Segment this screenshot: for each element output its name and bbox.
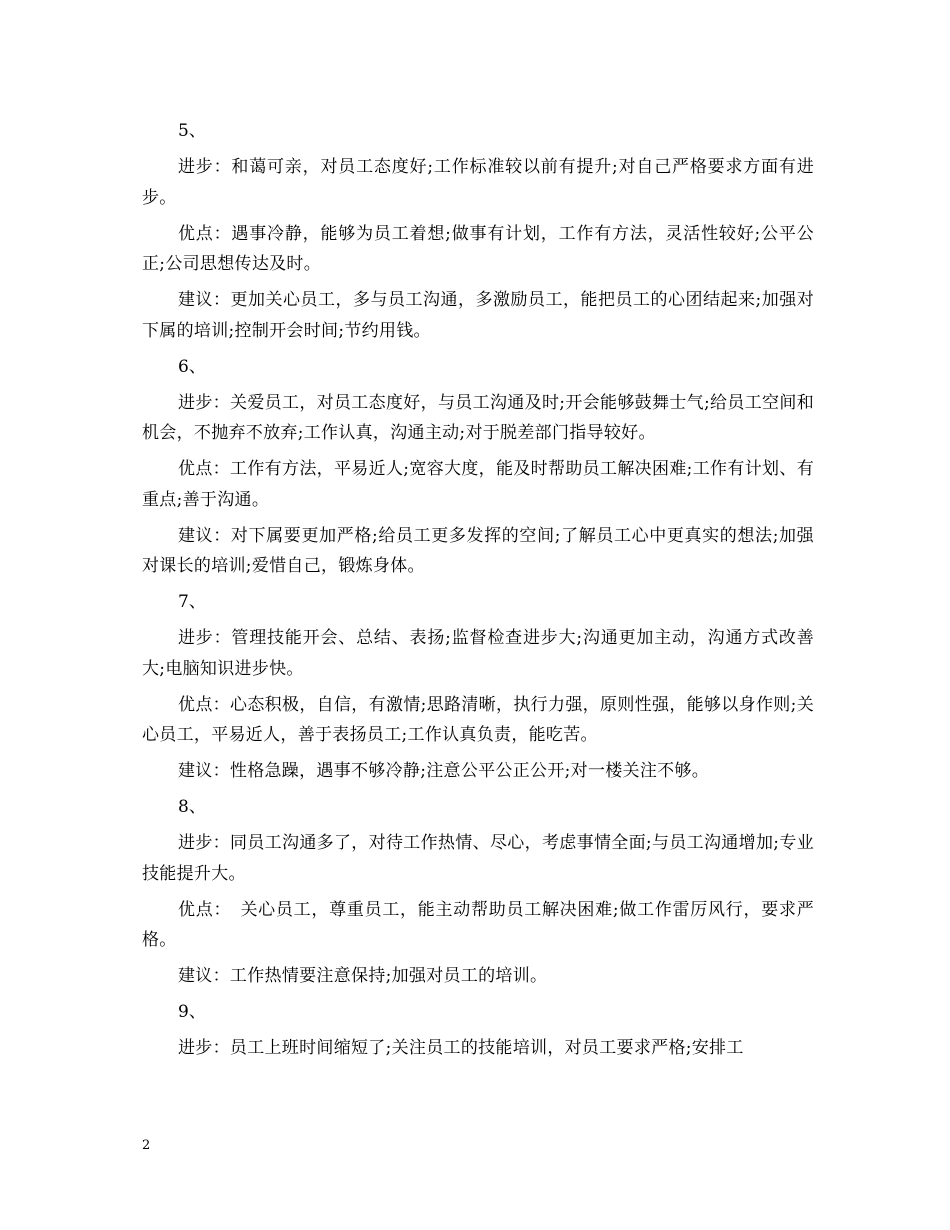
page-number: 2 — [142, 1138, 151, 1153]
paragraph: 建议：工作热情要注意保持;加强对员工的培训。 — [178, 966, 548, 986]
section-number: 8、 — [178, 797, 206, 817]
paragraph: 优点：工作有方法，平易近人;宽容大度，能及时帮助员工解决困难;工作有计划、有重点;善于沟通。 — [142, 459, 814, 510]
paragraph: 建议：性格急躁，遇事不够冷静;注意公平公正公开;对一楼关注不够。 — [178, 761, 710, 781]
section-number: 6、 — [178, 356, 206, 377]
paragraph: 优点：遇事冷静，能够为员工着想;做事有计划，工作有方法，灵活性较好;公平公正;公司思想传达及时。 — [142, 223, 814, 274]
section-number: 7、 — [178, 592, 206, 612]
paragraph: 进步：管理技能开会、总结、表扬;监督检查进步大;沟通更加主动，沟通方式改善大;电脑知识进步快。 — [142, 628, 814, 679]
paragraph: 优点：心态积极，自信，有激情;思路清晰，执行力强，原则性强，能够以身作则;关心员工，平易近人，善于表扬员工;工作认真负责，能吃苦。 — [142, 694, 814, 745]
section-number: 5、 — [178, 121, 206, 141]
paragraph: 进步：关爱员工，对员工态度好，与员工沟通及时;开会能够鼓舞士气;给员工空间和机会，不抛弃不放弃;工作认真，沟通主动;对于脱差部门指导较好。 — [142, 392, 814, 443]
paragraph: 进步：和蔼可亲，对员工态度好;工作标准较以前有提升;对自己严格要求方面有进步。 — [142, 157, 814, 208]
paragraph: 优点： 关心员工，尊重员工，能主动帮助员工解决困难;做工作雷厉风行，要求严格。 — [142, 899, 814, 950]
paragraph: 进步：同员工沟通多了，对待工作热情、尽心，考虑事情全面;与员工沟通增加;专业技能提升大。 — [142, 833, 814, 884]
paragraph: 建议：更加关心员工，多与员工沟通，多激励员工，能把员工的心团结起来;加强对下属的培训;控制开会时间;节约用钱。 — [142, 290, 814, 341]
section-number: 9、 — [178, 1002, 206, 1022]
paragraph: 进步：员工上班时间缩短了;关注员工的技能培训，对员工要求严格;安排工 — [178, 1038, 744, 1058]
paragraph: 建议：对下属要更加严格;给员工更多发挥的空间;了解员工心中更真实的想法;加强对课长的培训;爱惜自己，锻炼身体。 — [142, 525, 814, 576]
document-body — [142, 116, 814, 1069]
